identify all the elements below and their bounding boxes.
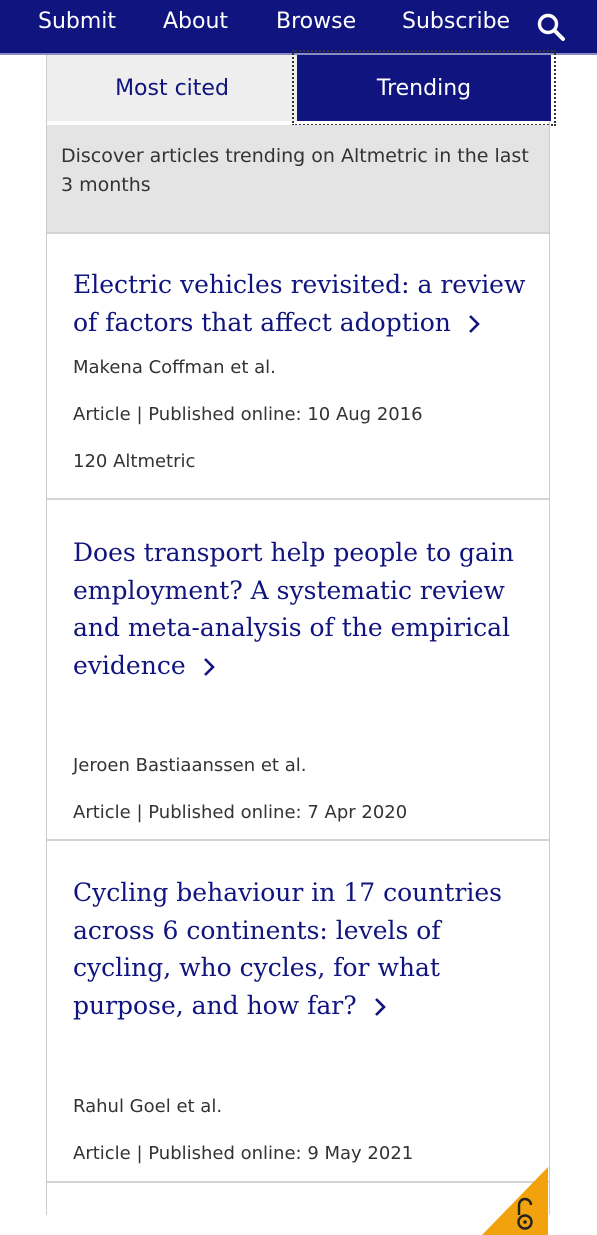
article-title-link[interactable] (73, 874, 528, 1024)
article-title-link[interactable] (73, 266, 528, 341)
article-published: Article | Published online: 7 Apr 2020 (73, 802, 408, 823)
article-authors: Makena Coffman et al. (73, 357, 276, 378)
tab-trending[interactable] (297, 55, 551, 121)
article-title-link[interactable] (73, 534, 528, 684)
article-title-text: Cycling behaviour in 17 countries across 6 continents: levels of cycling, who cycles, for what purpose, and how far? (73, 878, 502, 1020)
nav-browse-link[interactable]: Browse (276, 9, 357, 34)
articles-panel (46, 55, 550, 1215)
top-nav-bar (0, 0, 597, 55)
article-item (47, 232, 549, 498)
article-title-text: Does transport help people to gain employment? A systematic review and meta-analysis of the empirical evidence (73, 538, 514, 680)
chevron-right-icon (202, 656, 216, 678)
article-title-text: Electric vehicles revisited: a review of factors that affect adoption (73, 270, 526, 337)
tab-trending-label: Trending (376, 75, 472, 101)
article-published: Article | Published online: 10 Aug 2016 (73, 404, 423, 425)
tab-most-cited-label: Most cited (115, 75, 229, 101)
nav-subscribe-link[interactable]: Subscribe (402, 9, 511, 34)
chevron-right-icon (467, 313, 481, 335)
tab-description: Discover articles trending on Altmetric in the last 3 months (47, 125, 549, 232)
nav-about-link[interactable]: About (163, 9, 229, 34)
search-icon[interactable] (536, 12, 566, 42)
article-altmetric: 120 Altmetric (73, 451, 196, 472)
tab-most-cited[interactable] (47, 55, 297, 121)
article-authors: Jeroen Bastiaanssen et al. (73, 755, 307, 776)
article-authors: Rahul Goel et al. (73, 1096, 223, 1117)
article-item (47, 498, 549, 839)
article-item (47, 839, 549, 1181)
nav-submit-link[interactable]: Submit (38, 9, 117, 34)
open-access-icon (482, 1167, 548, 1235)
article-published: Article | Published online: 9 May 2021 (73, 1143, 414, 1164)
article-item (47, 1181, 549, 1221)
chevron-right-icon (373, 996, 387, 1018)
